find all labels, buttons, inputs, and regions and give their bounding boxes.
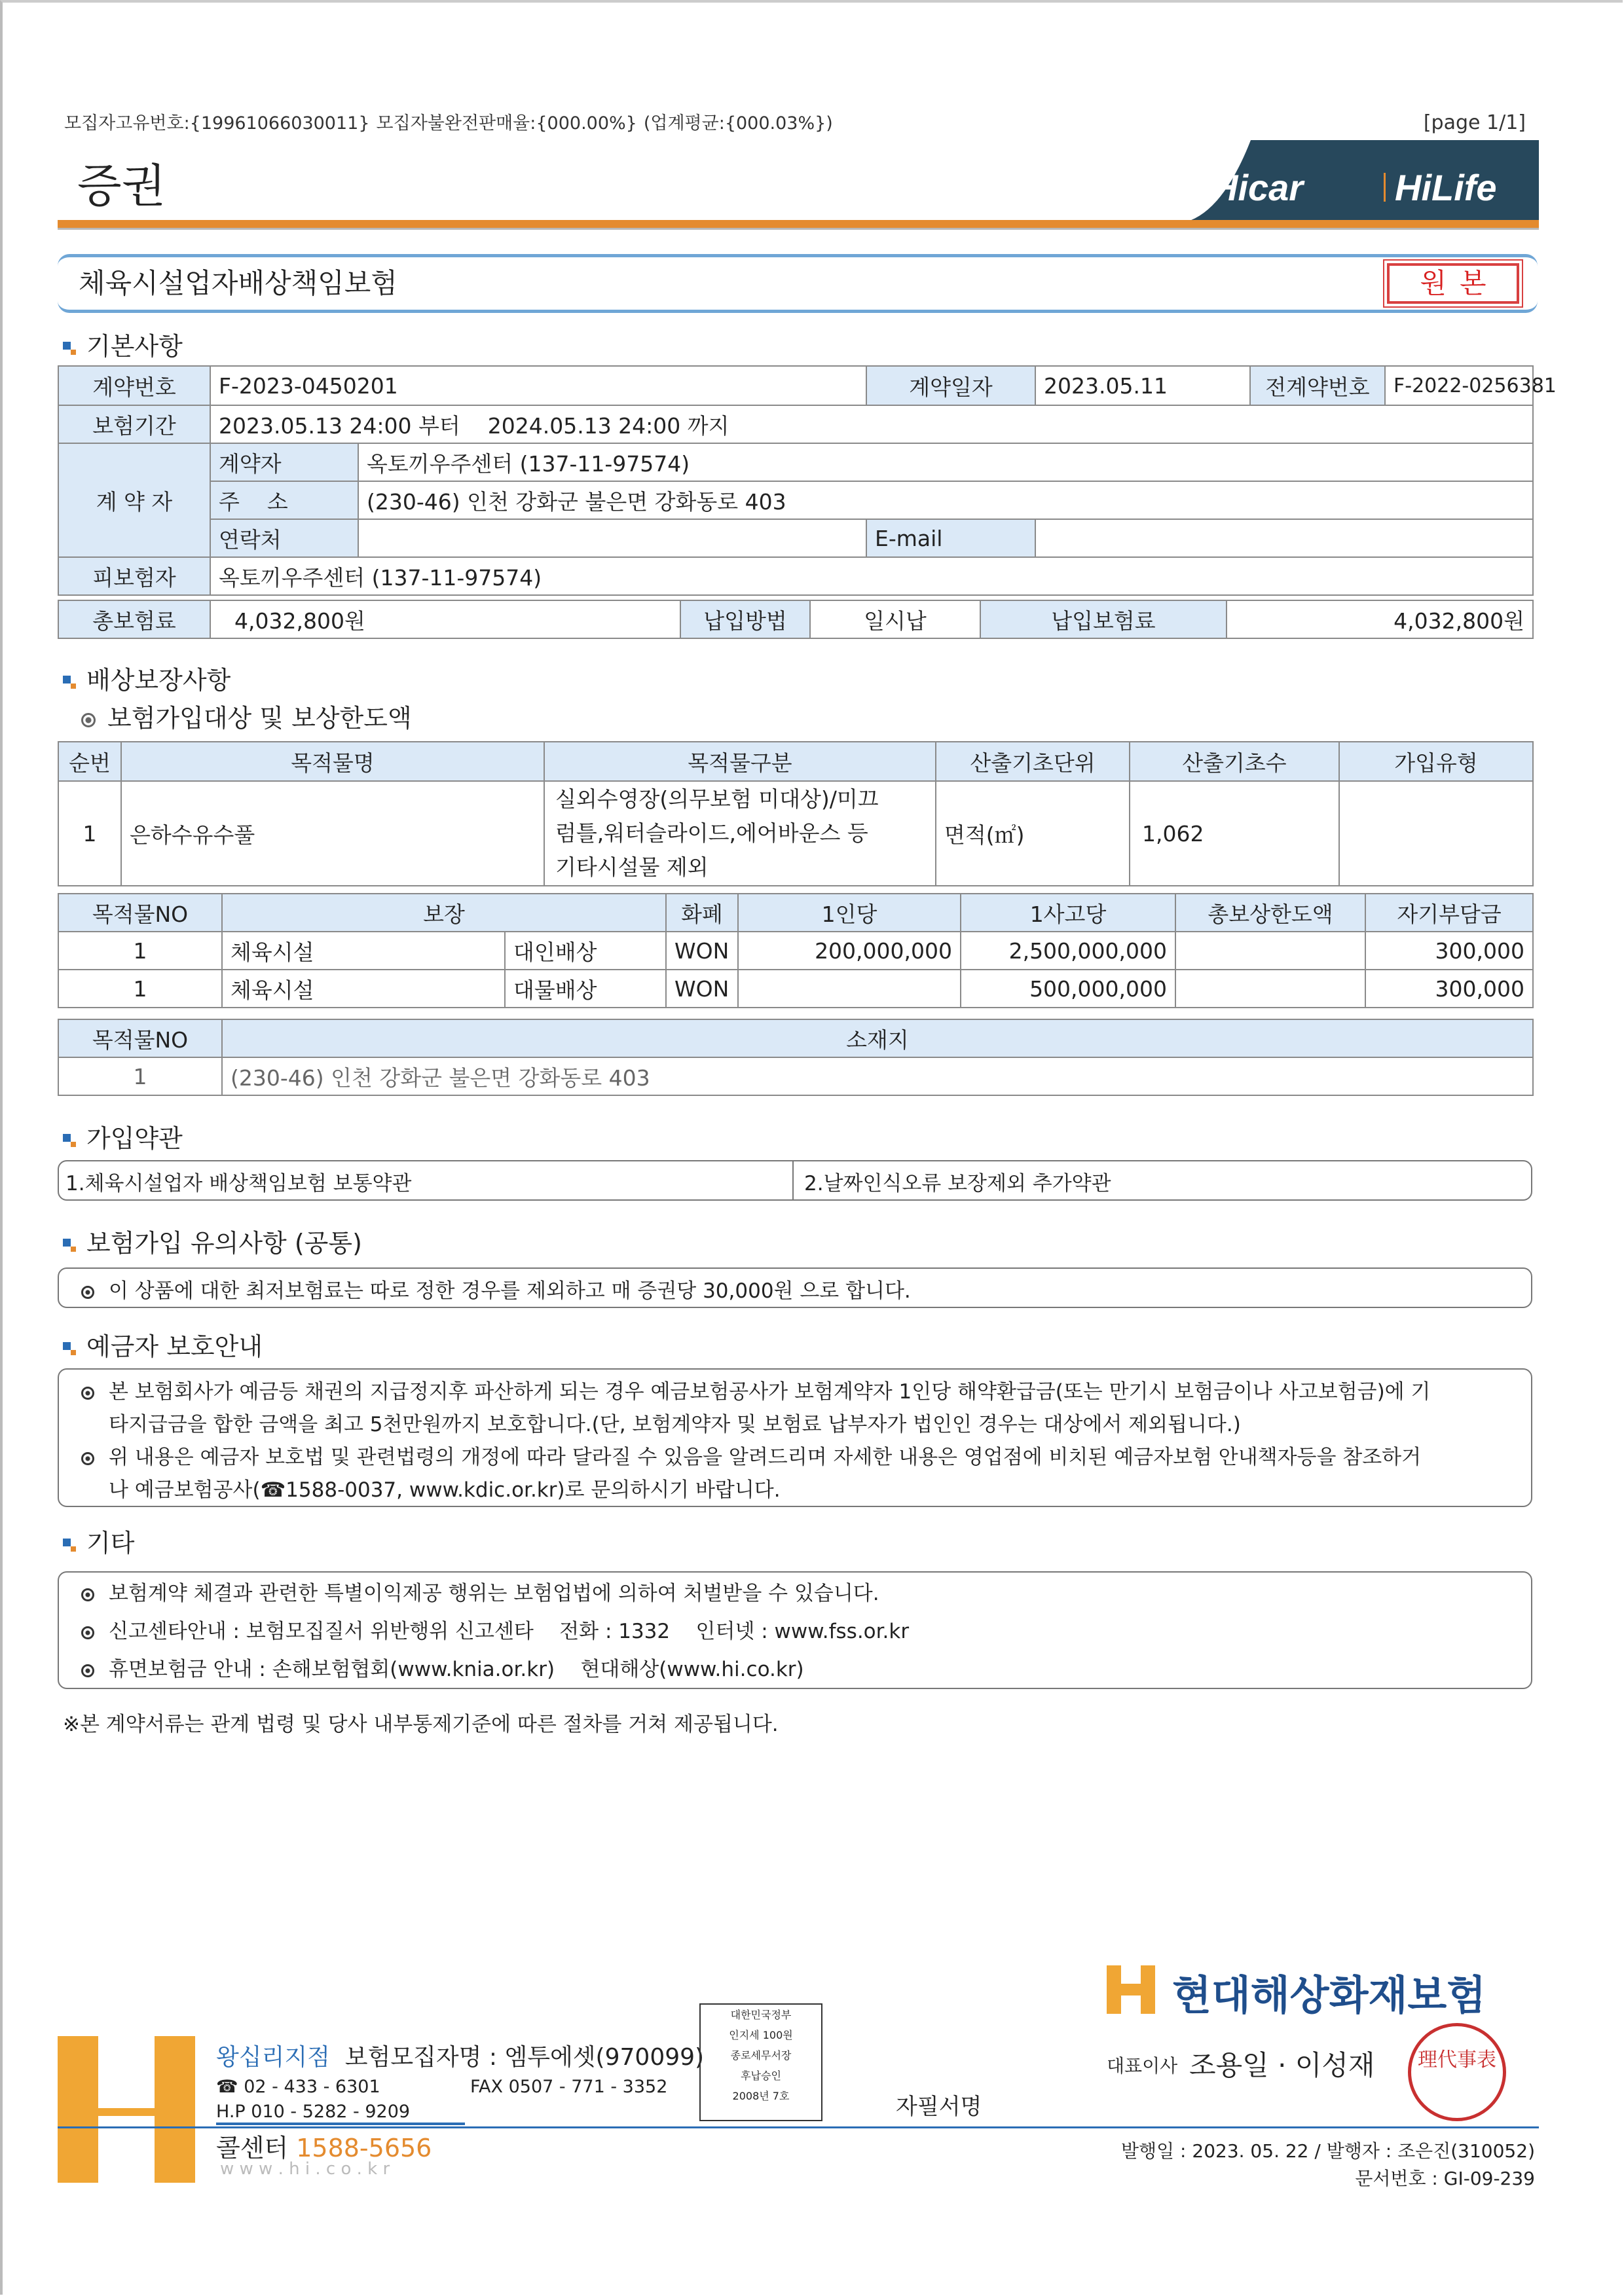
paid-premium: 4,032,800원 [1227, 600, 1533, 638]
limit-deductible: 300,000 [1365, 970, 1533, 1008]
section-notice: 보험가입 유의사항 (공통) [63, 1223, 362, 1259]
section-bullet-icon [63, 676, 76, 689]
col-header: 총보상한도액 [1175, 894, 1365, 932]
bullet-icon [81, 1588, 94, 1601]
location-address: (230-46) 인천 강화군 불은면 강화동로 403 [222, 1057, 1533, 1095]
col-header: 산출기초단위 [936, 742, 1130, 781]
limit-per-accident: 500,000,000 [961, 970, 1175, 1008]
limit-per-person: 200,000,000 [738, 932, 961, 970]
col-header: 1인당 [738, 894, 961, 932]
col-header: 1사고당 [961, 894, 1175, 932]
terms-item-1: 1.체육시설업자 배상책임보험 보통약관 [65, 1172, 412, 1195]
join-type [1339, 781, 1533, 886]
col-header: 목적물NO [58, 894, 222, 932]
premium-table [58, 600, 1534, 639]
depositor-p2-line1: 위 내용은 예금자 보호법 및 관련법령의 개정에 따라 달라질 수 있음을 알려드리며 자세한 내용은 영업점에 비치된 예금자보험 안내책자등을 참조하거 [81, 1440, 1421, 1470]
object-name: 은하수유수풀 [121, 781, 544, 886]
contract-date: 2023.05.11 [1035, 366, 1250, 405]
prev-contract-label: 전계약번호 [1250, 366, 1385, 405]
location-table [58, 1019, 1534, 1096]
insured-name: 옥토끼우주센터 (137-11-97574) [210, 557, 1533, 595]
total-premium: 4,032,800원 [210, 600, 680, 638]
bullet-icon [81, 1387, 94, 1400]
hilife-logo: HiLife [1395, 167, 1497, 208]
bullet-icon [81, 1626, 94, 1639]
holder-name: 옥토끼우주센터 (137-11-97574) [358, 443, 1533, 481]
insurance-period: 2023.05.13 24:00 부터 2024.05.13 24:00 까지 [210, 405, 1533, 443]
limit-currency: WON [666, 970, 738, 1008]
pay-method: 일시납 [810, 600, 980, 638]
contract-no: F-2023-0450201 [210, 366, 866, 405]
etc-line-3: 휴면보험금 안내 : 손해보험협회(www.knia.or.kr) 현대해상(www.hi.co.kr) [81, 1652, 804, 1682]
pay-method-label: 납입방법 [680, 600, 810, 638]
product-name: 체육시설업자배상책임보험 [79, 267, 397, 299]
limit-kind: 대물배상 [505, 970, 666, 1008]
issue-info: 발행일 : 2023. 05. 22 / 발행자 : 조은진(310052) [1121, 2140, 1535, 2162]
limit-kind: 대인배상 [505, 932, 666, 970]
contract-date-label: 계약일자 [866, 366, 1035, 405]
document-number: 문서번호 : GI-09-239 [1355, 2168, 1535, 2189]
original-badge: 원본 [1387, 263, 1519, 304]
section-bullet-icon [63, 1134, 76, 1147]
header-orange-rule [58, 220, 1539, 228]
website: w w w . h i . c o . k r [220, 2159, 390, 2179]
company-name: 현대해상화재보험 [1172, 1971, 1486, 2019]
holder-label: 계 약 자 [58, 443, 210, 557]
section-terms: 가입약관 [63, 1118, 183, 1154]
holder-address: (230-46) 인천 강화군 불은면 강화동로 403 [358, 481, 1533, 519]
agent-code: 모집자고유번호:{19961066030011} [64, 113, 370, 134]
address-label: 주 소 [210, 481, 358, 519]
depositor-p2-line2: 나 예금보험공사(☎1588-0037, www.kdic.or.kr)로 문의하시기 바랍니다. [109, 1478, 781, 1502]
holder-name-label: 계약자 [210, 443, 358, 481]
col-header: 목적물명 [121, 742, 544, 781]
depositor-p1-line2: 타지급금을 합한 금액을 최고 5천만원까지 보호합니다.(단, 보험계약자 및 보험료 납부자가 법인인 경우는 대상에서 제외됩니다.) [109, 1413, 1241, 1436]
limit-table [58, 893, 1534, 1008]
col-header: 보장 [222, 894, 666, 932]
limit-coverage: 체육시설 [222, 932, 505, 970]
hicar-logo: Hicar [1211, 167, 1304, 208]
section-coverage: 배상보장사항 [63, 660, 231, 696]
ceo-names: 조용일 · 이성재 [1189, 2049, 1375, 2081]
agent-hp: H.P 010 - 5282 - 9209 [216, 2102, 411, 2122]
section-basic: 기본사항 [63, 326, 183, 362]
limit-per-person [738, 970, 961, 1008]
object-table [58, 741, 1534, 886]
section-bullet-icon [63, 1239, 76, 1252]
col-header: 소재지 [222, 1019, 1533, 1057]
page-number: [page 1/1] [1423, 111, 1526, 134]
closing-note: ※본 계약서류는 관계 법령 및 당사 내부통제기준에 따른 절차를 거쳐 제공됩니다. [63, 1713, 779, 1736]
etc-line-2: 신고센타안내 : 보험모집질서 위반행위 신고센타 전화 : 1332 인터넷 : www.fss.or.kr [81, 1614, 909, 1644]
col-header: 가입유형 [1339, 742, 1533, 781]
basic-table [58, 365, 1557, 596]
email-label: E-mail [866, 519, 1035, 557]
section-etc: 기타 [63, 1523, 134, 1559]
limit-currency: WON [666, 932, 738, 970]
insured-label: 피보험자 [58, 557, 210, 595]
object-type: 실외수영장(의무보험 미대상)/미끄 럼틀,워터슬라이드,에어바운스 등 기타시설물 제외 [544, 781, 936, 886]
footer-rule [58, 2126, 1539, 2128]
section-bullet-icon [63, 1539, 76, 1552]
bullet-icon [81, 1286, 94, 1299]
callcenter: 콜센터 1588-5656 [216, 2134, 432, 2162]
bullet-icon [81, 1664, 94, 1677]
hyundai-h-logo [1107, 1965, 1155, 2014]
agent-tel: ☎ 02 - 433 - 6301 [216, 2077, 380, 2097]
paid-premium-label: 납입보험료 [980, 600, 1227, 638]
calc-count: 1,062 [1130, 781, 1339, 886]
terms-divider [792, 1160, 794, 1201]
industry-average: (업계평균:{000.03%}) [643, 113, 833, 134]
limit-object-no: 1 [58, 970, 222, 1008]
limit-deductible: 300,000 [1365, 932, 1533, 970]
brand-banner [1172, 140, 1539, 224]
contact-label: 연락처 [210, 519, 358, 557]
document-title: 증권 [77, 159, 166, 213]
table-row [58, 932, 1533, 970]
callcenter-number: 1588-5656 [296, 2134, 432, 2162]
tax-stamp-box: 대한민국정부 인지세 100원 종로세무서장 후납승인 2008년 7호 [699, 2003, 822, 2121]
notice-text: 이 상품에 대한 최저보험료는 따로 정한 경우를 제외하고 매 증권당 30,000원 으로 합니다. [81, 1274, 911, 1303]
section-bullet-icon [63, 342, 76, 355]
contact-value [358, 519, 866, 557]
company-seal: 理代事表 [1408, 2023, 1506, 2121]
terms-item-2: 2.날짜인식오류 보장제외 추가약관 [804, 1172, 1111, 1195]
col-header: 산출기초수 [1130, 742, 1339, 781]
col-header: 화폐 [666, 894, 738, 932]
agent-line [216, 2039, 704, 2072]
agent-underline [216, 2123, 465, 2125]
calc-unit: 면적(㎡) [936, 781, 1130, 886]
limit-coverage: 체육시설 [222, 970, 505, 1008]
section-depositor: 예금자 보호안내 [63, 1326, 263, 1362]
bullet-icon [81, 1452, 94, 1465]
incomplete-sale-rate: 모집자불완전판매율:{000.00%} [376, 113, 637, 134]
period-label: 보험기간 [58, 405, 210, 443]
agent-fax: FAX 0507 - 771 - 3352 [470, 2077, 668, 2097]
object-seq: 1 [58, 781, 121, 886]
footer-h-logo-cut [98, 2036, 155, 2108]
prev-contract-no: F-2022-0256381 [1385, 366, 1533, 405]
header-grey-rule [58, 228, 1539, 230]
agent-name: 보험모집자명 : 엠투에셋(970099) [344, 2044, 705, 2071]
depositor-p1-line1: 본 보험회사가 예금등 채권의 지급정지후 파산하게 되는 경우 예금보험공사가 보험계약자 1인당 해약환급금(또는 만기시 보험금이나 사고보험금)에 기 [81, 1375, 1430, 1404]
section-bullet-icon [63, 1342, 76, 1355]
col-header: 목적물NO [58, 1019, 222, 1057]
limit-per-accident: 2,500,000,000 [961, 932, 1175, 970]
table-row [58, 970, 1533, 1008]
col-header: 순번 [58, 742, 121, 781]
limit-object-no: 1 [58, 932, 222, 970]
agent-info-line [64, 109, 840, 134]
location-object-no: 1 [58, 1057, 222, 1095]
limit-total [1175, 932, 1365, 970]
etc-line-1: 보험계약 체결과 관련한 특별이익제공 행위는 보험업법에 의하여 처벌받을 수 있습니다. [81, 1576, 879, 1606]
subsection-coverage-target: 보험가입대상 및 보상한도액 [81, 698, 412, 734]
limit-total [1175, 970, 1365, 1008]
col-header: 자기부담금 [1365, 894, 1533, 932]
contract-no-label: 계약번호 [58, 366, 210, 405]
branch-name: 왕십리지점 [216, 2044, 330, 2071]
col-header: 목적물구분 [544, 742, 936, 781]
signature-label: 자필서명 [896, 2094, 982, 2120]
total-premium-label: 총보험료 [58, 600, 210, 638]
circle-bullet-icon [81, 713, 96, 727]
email-value [1035, 519, 1533, 557]
ceo-label: 대표이사 [1107, 2055, 1178, 2077]
